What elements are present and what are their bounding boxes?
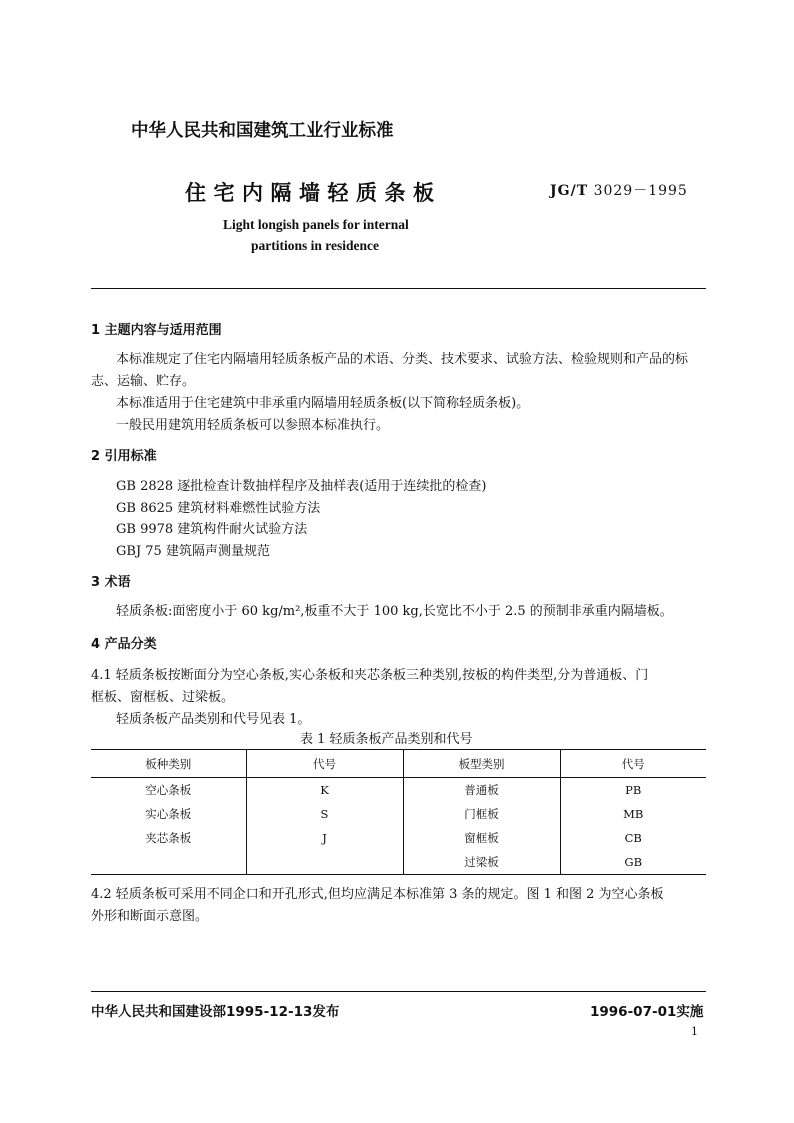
section1-heading: 1 主题内容与适用范围	[91, 323, 222, 338]
table-cell: 过梁板	[403, 850, 560, 875]
issue-date: 中华人民共和国建设部1995-12-13发布	[91, 1004, 340, 1020]
section1-para1-line1: 本标准规定了住宅内隔墙用轻质条板产品的术语、分类、技术要求、试验方法、检验规则和产品的标	[116, 352, 689, 367]
english-title-line1: Light longish panels for internal	[223, 217, 409, 232]
table-cell: 普通板	[403, 778, 560, 803]
table-caption: 表 1 轻质条板产品类别和代号	[300, 732, 473, 747]
clause-4-1-line3: 轻质条板产品类别和代号见表 1。	[116, 712, 311, 727]
table-header-cell: 板型类别	[403, 750, 560, 778]
page-number: 1	[691, 1025, 698, 1038]
table-cell: 夹芯条板	[91, 826, 246, 850]
clause-4-2-line1: 4.2 轻质条板可采用不同企口和开孔形式,但均应满足本标准第 3 条的规定。图 1 和图 2 为空心条板	[91, 887, 664, 902]
header-rule	[91, 288, 706, 289]
table-cell: 窗框板	[403, 826, 560, 850]
reference-item: GB 8625 建筑材料难燃性试验方法	[116, 501, 321, 516]
section2-heading: 2 引用标准	[91, 449, 157, 464]
table-header-row	[91, 750, 706, 778]
table-header-cell: 代号	[621, 756, 645, 771]
term-definition: 轻质条板:面密度小于 60 kg/m²,板重不大于 100 kg,长宽比不小于 2.5 的预制非承重内隔墙板。	[116, 604, 673, 619]
product-category-table	[91, 749, 706, 875]
standard-code	[550, 180, 688, 200]
table-cell: 空心条板	[91, 778, 246, 803]
section1-para1-line2: 志、运输、贮存。	[91, 374, 196, 389]
clause-4-1-line2: 框板、窗框板、过梁板。	[91, 690, 235, 705]
document-title: 住宅内隔墙轻质条板	[185, 181, 442, 205]
table-cell: GB	[624, 855, 643, 869]
effective-date: 1996-07-01实施	[590, 1004, 704, 1020]
standard-type-heading: 中华人民共和国建筑工业行业标准	[131, 121, 394, 141]
table-cell: MB	[623, 807, 644, 821]
reference-item: GB 2828 逐批检查计数抽样程序及抽样表(适用于连续批的检查)	[116, 479, 487, 494]
reference-item: GB 9978 建筑构件耐火试验方法	[116, 522, 308, 537]
table-row	[91, 802, 706, 826]
clause-4-2-line2: 外形和断面示意图。	[91, 909, 209, 924]
table-row	[91, 826, 706, 850]
table-cell: S	[246, 802, 403, 826]
clause-4-1-line1: 4.1 轻质条板按断面分为空心条板,实心条板和夹芯条板三种类别,按板的构件类型,分为普通板、门	[91, 668, 649, 683]
section1-para2: 本标准适用于住宅建筑中非承重内隔墙用轻质条板(以下简称轻质条板)。	[116, 396, 530, 411]
table-row	[91, 850, 706, 875]
section3-heading: 3 术语	[91, 575, 131, 590]
table-cell: 门框板	[403, 802, 560, 826]
table-cell: 实心条板	[91, 802, 246, 826]
table-row	[91, 778, 706, 803]
table-cell: J	[246, 826, 403, 850]
table-cell	[91, 850, 246, 875]
table-header-cell: 代号	[246, 750, 403, 778]
table-cell: CB	[624, 831, 642, 845]
table-cell: K	[246, 778, 403, 803]
reference-item: GBJ 75 建筑隔声测量规范	[116, 544, 270, 559]
english-title-line2: partitions in residence	[251, 238, 379, 253]
table-cell: PB	[625, 783, 642, 797]
table-cell	[246, 850, 403, 875]
section1-para3: 一般民用建筑用轻质条板可以参照本标准执行。	[116, 418, 390, 433]
code-number: 3029－1995	[593, 183, 688, 199]
section4-heading: 4 产品分类	[91, 637, 157, 652]
table-header-cell: 板种类别	[91, 750, 246, 778]
code-prefix: JG/T	[550, 183, 589, 199]
footer-rule	[91, 991, 706, 992]
